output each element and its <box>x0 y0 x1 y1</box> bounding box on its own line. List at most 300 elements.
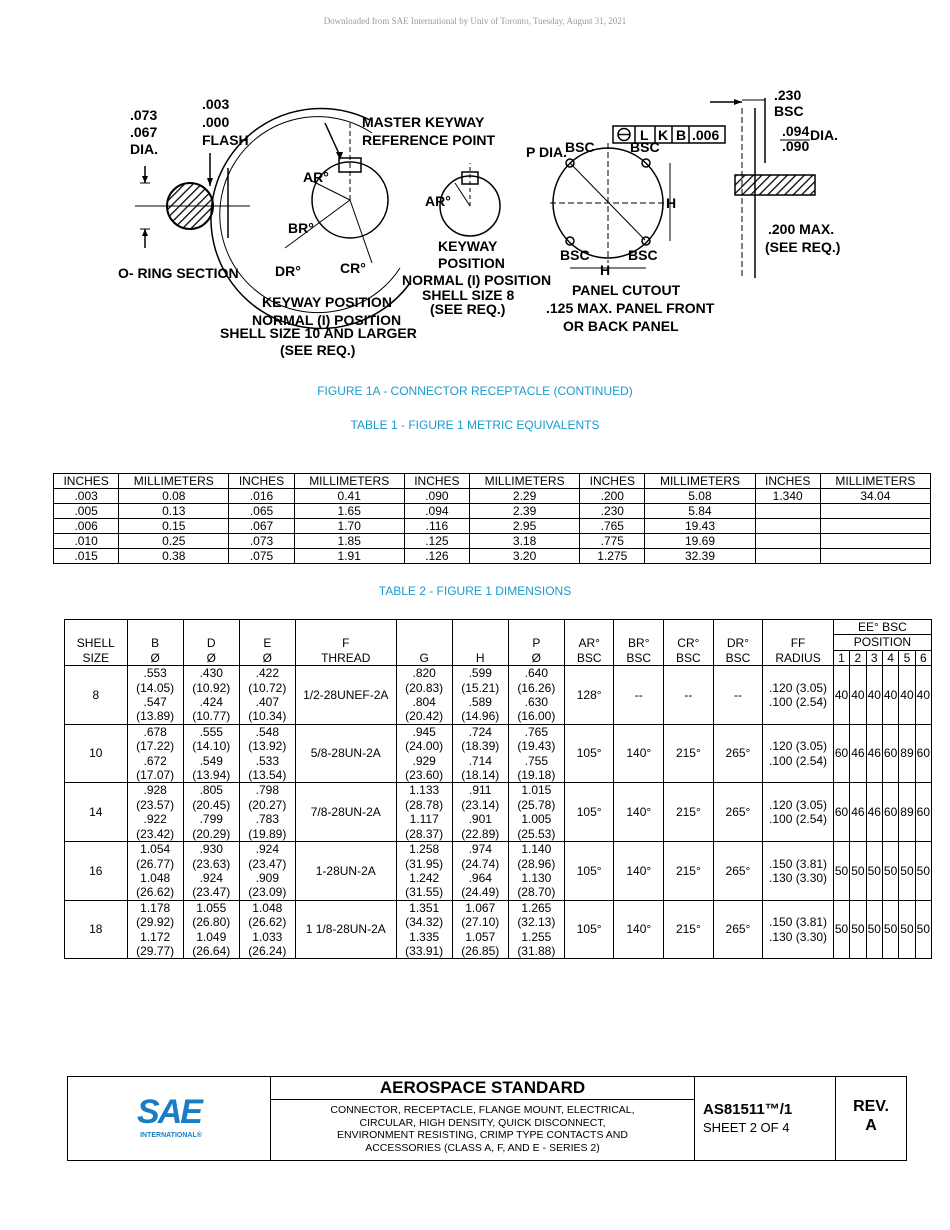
cell-line: (20.42) <box>405 709 444 724</box>
ee-position-cell: 50 <box>882 900 898 959</box>
header-line: SIZE <box>82 650 110 665</box>
cell-line: (23.57) <box>136 797 175 812</box>
br-cell: -- <box>614 666 664 725</box>
cell-line: .130 (3.30) <box>769 870 828 885</box>
cell-line: 1.172 <box>140 929 171 944</box>
cell-line: (17.22) <box>136 739 175 754</box>
thread-cell: 1 1/8-28UN-2A <box>295 900 396 959</box>
table2-header-e <box>239 620 295 666</box>
cell-line: .555 <box>199 724 223 739</box>
ee-position-cell: 50 <box>915 900 931 959</box>
header-line: P <box>532 636 541 651</box>
cell-line: (10.34) <box>248 709 287 724</box>
cell-line: (20.27) <box>248 797 287 812</box>
table-cell: 1.85 <box>294 534 404 549</box>
ee-position-cell: 40 <box>833 666 849 725</box>
keyway-small <box>402 163 551 317</box>
table-row <box>54 534 931 549</box>
cr-cell: -- <box>664 666 714 725</box>
cell-line: .755 <box>524 753 549 768</box>
cell-line: .805 <box>199 783 223 798</box>
table-row <box>54 504 931 519</box>
cell-line: (19.43) <box>517 739 556 754</box>
cell-line: .120 (3.05) <box>769 680 828 695</box>
table-cell: 19.69 <box>645 534 755 549</box>
table-cell <box>755 504 820 519</box>
cr-cell: 215° <box>664 724 714 783</box>
header-line: F <box>342 636 350 651</box>
cell-line: 1.265 <box>521 900 552 915</box>
cell-line: (23.09) <box>248 885 287 900</box>
table-cell: .775 <box>580 534 645 549</box>
table-cell: .067 <box>229 519 294 534</box>
cell-line: (34.32) <box>405 915 444 930</box>
cell-line: (31.88) <box>517 943 556 958</box>
cell-line: (29.92) <box>136 915 175 930</box>
cell-line: (26.62) <box>248 915 287 930</box>
table-cell <box>755 519 820 534</box>
g-cell <box>396 724 452 783</box>
cell-line: (29.77) <box>136 943 175 958</box>
header-line: Ø <box>206 650 216 665</box>
panel-label-2: .125 MAX. PANEL FRONT <box>546 300 715 316</box>
shell-size-cell: 14 <box>65 783 128 842</box>
cell-line: .424 <box>199 695 223 710</box>
cell-line: 1.054 <box>140 842 171 857</box>
br-label: BR° <box>288 220 314 236</box>
table-cell: .005 <box>54 504 119 519</box>
table1-header: INCHES <box>229 474 294 489</box>
cell-line: .599 <box>468 666 492 681</box>
ar-cell: 105° <box>564 900 614 959</box>
cell-line: .945 <box>412 724 436 739</box>
table-cell: .116 <box>404 519 469 534</box>
fcf-l: L <box>640 127 649 143</box>
bsc-3: BSC <box>560 247 590 263</box>
cell-line: (13.94) <box>192 768 231 783</box>
cell-line: .100 (2.54) <box>769 695 828 710</box>
kw-small-2: POSITION <box>438 255 505 271</box>
table2-header-position-num: 6 <box>915 650 931 665</box>
g-cell <box>396 900 452 959</box>
cell-line: (25.78) <box>517 797 556 812</box>
dim-090: .090 <box>782 138 810 154</box>
cell-line: (23.14) <box>461 797 500 812</box>
cell-line: (26.77) <box>136 856 175 871</box>
description-line: CIRCULAR, HIGH DENSITY, QUICK DISCONNECT, <box>359 1116 606 1129</box>
shell-size-cell: 10 <box>65 724 128 783</box>
cell-line: .589 <box>468 695 492 710</box>
cell-line: .407 <box>255 695 279 710</box>
cell-line: 1.140 <box>521 842 552 857</box>
panel-label-3: OR BACK PANEL <box>563 318 679 334</box>
cell-line: (16.26) <box>517 680 556 695</box>
table2-header-row-1 <box>65 620 932 635</box>
ar-cell: 105° <box>564 724 614 783</box>
table-cell: .006 <box>54 519 119 534</box>
cell-line: 1.133 <box>409 783 440 798</box>
thread-cell: 5/8-28UN-2A <box>295 724 396 783</box>
cell-line: .130 (3.30) <box>769 929 828 944</box>
ee-position-cell: 40 <box>866 666 882 725</box>
ee-position-cell: 46 <box>866 783 882 842</box>
br-cell: 140° <box>614 724 664 783</box>
cell-line: .798 <box>255 783 279 798</box>
table-cell: 19.43 <box>645 519 755 534</box>
b-cell <box>127 666 183 725</box>
h-cell <box>452 783 508 842</box>
table-cell: 2.39 <box>470 504 580 519</box>
br-cell: 140° <box>614 842 664 901</box>
cell-line: 1.015 <box>521 783 552 798</box>
e-cell <box>239 900 295 959</box>
table-cell: .075 <box>229 549 294 564</box>
cell-line: (18.39) <box>461 739 500 754</box>
thread-cell: 7/8-28UN-2A <box>295 783 396 842</box>
cell-line: (26.80) <box>192 915 231 930</box>
p-cell <box>508 724 564 783</box>
header-line: THREAD <box>321 650 371 665</box>
cell-line: 1.117 <box>409 812 439 827</box>
table-cell <box>820 549 930 564</box>
cell-line: (16.00) <box>517 709 556 724</box>
table2-header-h: H <box>452 620 508 666</box>
ff-radius-cell <box>763 724 834 783</box>
cell-line: 1.335 <box>409 929 440 944</box>
table-cell: .015 <box>54 549 119 564</box>
table-cell <box>755 549 820 564</box>
cell-line: .150 (3.81) <box>769 915 828 930</box>
ff-radius-cell <box>763 842 834 901</box>
cell-line: (24.74) <box>461 856 500 871</box>
cell-line: (28.70) <box>517 885 556 900</box>
ee-position-cell: 50 <box>915 842 931 901</box>
table2-header-d <box>183 620 239 666</box>
cell-line: .901 <box>468 812 492 827</box>
fcf-k: K <box>658 127 669 143</box>
cell-line: .549 <box>199 753 223 768</box>
cell-line: (26.62) <box>136 885 175 900</box>
table-row <box>54 519 931 534</box>
cell-line: (17.07) <box>136 768 175 783</box>
cell-line: 1.049 <box>196 929 227 944</box>
b-cell <box>127 724 183 783</box>
cell-line: 1.055 <box>196 900 227 915</box>
table-cell <box>820 504 930 519</box>
ee-position-cell: 50 <box>850 842 866 901</box>
cell-line: .964 <box>468 870 492 885</box>
header-line: B <box>151 636 160 651</box>
b-cell <box>127 783 183 842</box>
table2-header-br <box>614 620 664 666</box>
cell-line: (28.96) <box>517 856 556 871</box>
d-cell <box>183 842 239 901</box>
ee-position-cell: 40 <box>850 666 866 725</box>
ar-small-label: AR° <box>425 193 451 209</box>
table-cell: 2.95 <box>470 519 580 534</box>
shell-size-cell: 8 <box>65 666 128 725</box>
master-keyway-2: REFERENCE POINT <box>362 132 496 148</box>
ee-position-cell: 89 <box>899 724 915 783</box>
ee-position-cell: 50 <box>882 842 898 901</box>
cell-line: .724 <box>468 724 492 739</box>
cell-line: .547 <box>143 695 167 710</box>
table-cell: 5.08 <box>645 489 755 504</box>
table2-header-g: G <box>396 620 452 666</box>
table-cell: .073 <box>229 534 294 549</box>
kw-large-4: (SEE REQ.) <box>280 342 356 358</box>
keyway-large <box>211 108 496 358</box>
table-cell <box>820 534 930 549</box>
ee-position-cell: 50 <box>866 842 882 901</box>
table-cell: .016 <box>229 489 294 504</box>
bsc-2: BSC <box>630 139 660 155</box>
sae-logo-cell <box>68 1077 271 1160</box>
cell-line: (31.55) <box>405 885 444 900</box>
table1-header: MILLIMETERS <box>470 474 580 489</box>
cell-line: (33.91) <box>405 943 444 958</box>
cell-line: (20.83) <box>405 680 444 695</box>
header-line: FF <box>790 636 806 651</box>
table-cell: 3.18 <box>470 534 580 549</box>
max-200: .200 MAX. <box>768 221 835 237</box>
ff-radius-cell <box>763 900 834 959</box>
table-row <box>65 666 932 725</box>
bsc-1: BSC <box>565 139 595 155</box>
cell-line: .714 <box>468 753 492 768</box>
table1-caption: TABLE 1 - FIGURE 1 METRIC EQUIVALENTS <box>350 418 600 432</box>
dim-dia: DIA. <box>810 127 838 143</box>
metric-equivalents-table <box>53 473 931 564</box>
cell-line: .929 <box>412 753 436 768</box>
cell-line: 1.255 <box>521 929 552 944</box>
cell-line: (13.92) <box>248 739 287 754</box>
ee-position-cell: 60 <box>833 783 849 842</box>
description-line: CONNECTOR, RECEPTACLE, FLANGE MOUNT, ELECTRICAL, <box>330 1104 635 1116</box>
cell-line: .922 <box>143 812 167 827</box>
table2-header-shell <box>65 620 128 666</box>
dr-cell: -- <box>713 666 763 725</box>
ee-position-cell: 60 <box>833 724 849 783</box>
d-cell <box>183 666 239 725</box>
ff-radius-cell <box>763 666 834 725</box>
e-cell <box>239 783 295 842</box>
cell-line: .924 <box>199 870 223 885</box>
oring-dia-bottom: .067 <box>130 124 158 140</box>
cell-line: .909 <box>255 870 279 885</box>
cell-line: 1.130 <box>521 870 552 885</box>
cell-line: .553 <box>143 666 167 681</box>
cell-line: .804 <box>412 695 436 710</box>
cell-line: .799 <box>199 812 223 827</box>
table-cell: 1.275 <box>580 549 645 564</box>
table1-header: INCHES <box>404 474 469 489</box>
revision-cell <box>836 1097 906 1135</box>
oring-section <box>118 96 250 281</box>
e-cell <box>239 666 295 725</box>
kw-small-1: KEYWAY <box>438 238 498 254</box>
d-cell <box>183 900 239 959</box>
cell-line: .548 <box>255 724 279 739</box>
table-cell: 0.25 <box>119 534 229 549</box>
table2-header-position-num: 3 <box>866 650 882 665</box>
dr-cell: 265° <box>713 724 763 783</box>
table-cell: 1.70 <box>294 519 404 534</box>
cell-line: (25.53) <box>517 826 556 841</box>
header-line: RADIUS <box>775 650 821 665</box>
thread-cell: 1/2-28UNEF-2A <box>295 666 396 725</box>
p-cell <box>508 666 564 725</box>
cr-cell: 215° <box>664 842 714 901</box>
table-row <box>65 783 932 842</box>
master-keyway-1: MASTER KEYWAY <box>362 114 485 130</box>
cell-line: (10.92) <box>192 680 231 695</box>
table-row <box>54 549 931 564</box>
cell-line: 1.067 <box>465 900 496 915</box>
cell-line: (24.49) <box>461 885 500 900</box>
cell-line: .911 <box>469 783 492 798</box>
cell-line: (23.47) <box>192 885 231 900</box>
table-cell: .230 <box>580 504 645 519</box>
ee-position-cell: 60 <box>882 724 898 783</box>
table-cell: 1.340 <box>755 489 820 504</box>
cell-line: .924 <box>255 842 279 857</box>
cell-line: (15.21) <box>461 680 500 695</box>
header-line: E <box>263 636 272 651</box>
shell-size-cell: 16 <box>65 842 128 901</box>
header-line: Ø <box>531 650 541 665</box>
thread-cell: 1-28UN-2A <box>295 842 396 901</box>
table-cell: .765 <box>580 519 645 534</box>
cell-line: (27.10) <box>461 915 500 930</box>
cell-line: (26.24) <box>248 943 287 958</box>
flash-label: FLASH <box>202 132 249 148</box>
cell-line: (10.72) <box>248 680 287 695</box>
table-cell: .090 <box>404 489 469 504</box>
ee-position-cell: 40 <box>882 666 898 725</box>
table-cell: .003 <box>54 489 119 504</box>
cell-line: (18.14) <box>461 768 500 783</box>
cr-cell: 215° <box>664 900 714 959</box>
cell-line: 1.178 <box>140 900 171 915</box>
table1-header-row <box>54 474 931 489</box>
cell-line: (13.89) <box>136 709 175 724</box>
ee-position-cell: 40 <box>899 666 915 725</box>
table2-header-position-num: 1 <box>833 650 849 665</box>
cell-line: (14.96) <box>461 709 500 724</box>
cell-line: (26.85) <box>461 943 500 958</box>
table-cell: 0.38 <box>119 549 229 564</box>
sae-logo-sub: INTERNATIONAL® <box>140 1132 202 1139</box>
header-line: BSC <box>725 650 751 665</box>
ee-position-cell: 50 <box>899 842 915 901</box>
table-row <box>54 489 931 504</box>
cell-line: .672 <box>143 753 167 768</box>
cell-line: 1.351 <box>409 900 440 915</box>
ff-radius-cell <box>763 783 834 842</box>
table-cell: 3.20 <box>470 549 580 564</box>
cell-line: (26.64) <box>192 943 231 958</box>
h-bottom-label: H <box>600 262 611 278</box>
table1-header: MILLIMETERS <box>820 474 930 489</box>
cell-line: 1.005 <box>521 812 552 827</box>
cell-line: (20.45) <box>192 797 231 812</box>
h-cell <box>452 724 508 783</box>
title-block <box>67 1076 907 1161</box>
table-cell: .094 <box>404 504 469 519</box>
revision-value: A <box>865 1117 877 1134</box>
header-line: BR° <box>628 636 650 651</box>
table-cell: 0.41 <box>294 489 404 504</box>
ar-label: AR° <box>303 169 329 185</box>
cell-line: 1.258 <box>409 842 440 857</box>
g-cell <box>396 666 452 725</box>
dim-230-bsc: BSC <box>774 103 804 119</box>
cell-line: .630 <box>524 695 549 710</box>
table2-header-position: POSITION <box>833 635 931 650</box>
table1-header: MILLIMETERS <box>119 474 229 489</box>
figure-caption: FIGURE 1A - CONNECTOR RECEPTACLE (CONTINUED) <box>317 384 633 398</box>
cell-line: .100 (2.54) <box>769 812 828 827</box>
p-cell <box>508 900 564 959</box>
p-cell <box>508 842 564 901</box>
cell-line: .120 (3.05) <box>769 797 828 812</box>
header-line: DR° <box>726 636 750 651</box>
table2-header-position-num: 5 <box>899 650 915 665</box>
ee-position-cell: 50 <box>833 842 849 901</box>
cell-line: (23.63) <box>192 856 231 871</box>
ar-cell: 105° <box>564 842 614 901</box>
cell-line: .930 <box>199 842 223 857</box>
dimensions-table <box>64 619 932 959</box>
flash-bottom: .000 <box>202 114 230 130</box>
table2-header-ff <box>763 620 834 666</box>
table-cell: .125 <box>404 534 469 549</box>
panel-cutout <box>526 139 715 334</box>
ee-position-cell: 46 <box>866 724 882 783</box>
table-cell: .065 <box>229 504 294 519</box>
header-line: BSC <box>676 650 701 665</box>
kw-large-3: SHELL SIZE 10 AND LARGER <box>220 325 417 341</box>
dim-230: .230 <box>774 88 802 103</box>
e-cell <box>239 724 295 783</box>
cell-line: (10.77) <box>192 709 231 724</box>
cell-line: (23.42) <box>136 826 175 841</box>
description-line: ACCESSORIES (CLASS A, F, AND E - SERIES 2) <box>365 1141 600 1154</box>
panel-label-1: PANEL CUTOUT <box>572 282 681 298</box>
table1-header: INCHES <box>580 474 645 489</box>
dr-cell: 265° <box>713 900 763 959</box>
table-cell: 1.65 <box>294 504 404 519</box>
br-cell: 140° <box>614 900 664 959</box>
header-line: D <box>206 636 216 651</box>
b-cell <box>127 900 183 959</box>
d-cell <box>183 783 239 842</box>
kw-small-3: NORMAL (I) POSITION <box>402 272 552 288</box>
g-cell <box>396 783 452 842</box>
cell-line: .120 (3.05) <box>769 739 828 754</box>
h-cell <box>452 842 508 901</box>
table1-header: INCHES <box>755 474 820 489</box>
cell-line: (28.37) <box>405 826 444 841</box>
title-middle <box>271 1077 695 1160</box>
sae-logo-text: SAE <box>137 1093 201 1131</box>
shell-size-cell: 18 <box>65 900 128 959</box>
p-cell <box>508 783 564 842</box>
revision-label: REV. <box>853 1098 889 1115</box>
document-description <box>291 1104 674 1154</box>
ar-cell: 128° <box>564 666 614 725</box>
